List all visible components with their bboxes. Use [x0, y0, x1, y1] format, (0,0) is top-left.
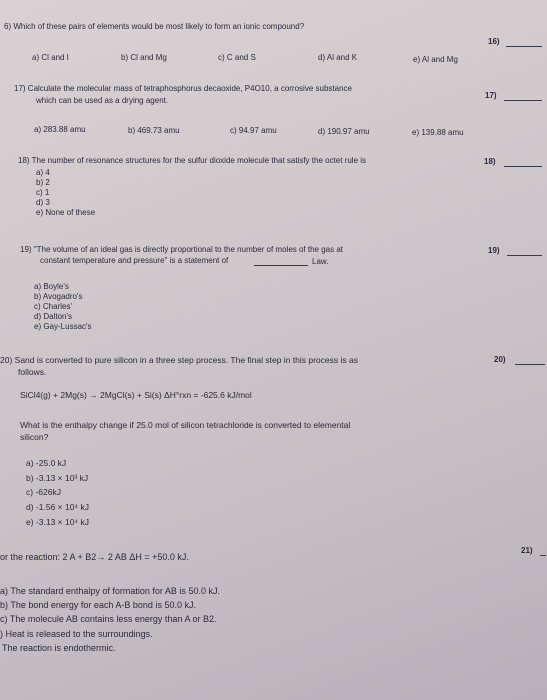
- q19-option-e: e) Gay-Lussac's: [34, 322, 92, 331]
- q20-number: 20): [494, 355, 506, 364]
- q20-option-e: e) -3.13 × 10⁴ kJ: [26, 517, 89, 527]
- q17-option-a: a) 283.88 amu: [34, 125, 86, 134]
- q20-question-line2: follows.: [18, 367, 47, 377]
- q20-question-line1: 20) Sand is converted to pure silicon in a three step process. The final step in this process is as: [0, 355, 358, 365]
- q17-option-b: b) 469.73 amu: [128, 126, 180, 135]
- q19-options: [34, 282, 92, 332]
- q20-option-b: b) -3.13 × 10³ kJ: [26, 473, 89, 483]
- q18-options: [36, 168, 95, 218]
- q20-equation: SiCl4(g) + 2Mg(s) → 2MgCl(s) + Si(s) ΔH°rxn = -625.6 kJ/mol: [20, 390, 252, 400]
- q17-option-e: e) 139.88 amu: [412, 128, 464, 137]
- q20-option-d: d) -1.56 × 10⁴ kJ: [26, 502, 89, 512]
- q19-question-line2a: constant temperature and pressure" is a statement of: [40, 256, 229, 265]
- q16-number: 16): [488, 37, 500, 46]
- q19-option-d: d) Dalton's: [34, 312, 72, 321]
- q19-question-line2b: Law.: [312, 257, 329, 266]
- q17-question-line1: 17) Calculate the molecular mass of tetraphosphorus decaoxide, P4O10, a corrosive substance: [14, 84, 352, 93]
- q16-option-e: e) Al and Mg: [413, 55, 458, 64]
- q16-option-a: a) Cl and I: [32, 53, 69, 62]
- q20-option-a: a) -25.0 kJ: [26, 458, 67, 468]
- q21-statement-a: a) The standard enthalpy of formation for AB is 50.0 kJ.: [0, 586, 220, 596]
- q18-answer-blank[interactable]: [504, 166, 542, 167]
- q21-question: or the reaction: 2 A + B2→ 2 AB ΔH = +50.0 kJ.: [0, 552, 189, 562]
- q20-answer-blank[interactable]: [515, 364, 545, 365]
- q18-option-a: a) 4: [36, 168, 50, 177]
- q20-subquestion-line1: What is the enthalpy change if 25.0 mol of silicon tetrachloride is converted to elemental: [20, 420, 351, 430]
- q19-option-a: a) Boyle's: [34, 282, 69, 291]
- q19-number: 19): [488, 246, 500, 255]
- q21-statement-c: c) The molecule AB contains less energy than A or B2.: [0, 614, 217, 624]
- q21-answer-blank[interactable]: [540, 555, 546, 556]
- q19-question-line1: 19) "The volume of an ideal gas is directly proportional to the number of moles of the gas at: [20, 245, 344, 254]
- q17-answer-blank[interactable]: [504, 100, 542, 101]
- q21-statement-d: ) Heat is released to the surroundings.: [0, 629, 153, 639]
- q18-number: 18): [484, 157, 496, 166]
- q21-number: 21): [521, 546, 533, 555]
- q17-question-line2: which can be used as a drying agent.: [36, 96, 169, 105]
- q19-option-c: c) Charles': [34, 302, 72, 311]
- q21-statement-e: The reaction is endothermic.: [2, 643, 116, 653]
- q18-question: 18) The number of resonance structures for the sulfur dioxide molecule that satisfy the octet rule is: [18, 156, 367, 165]
- q17-number: 17): [485, 91, 497, 100]
- q16-option-d: d) Al and K: [318, 53, 358, 62]
- q18-option-e: e) None of these: [36, 208, 96, 217]
- q19-inline-blank[interactable]: [254, 265, 308, 266]
- q18-option-b: b) 2: [36, 178, 50, 187]
- q19-answer-blank[interactable]: [507, 255, 542, 256]
- q20-option-c: c) -626kJ: [26, 487, 61, 497]
- q16-answer-blank[interactable]: [506, 46, 542, 47]
- q19-option-b: b) Avogadro's: [34, 292, 83, 301]
- q18-option-d: d) 3: [36, 198, 50, 207]
- q16-option-b: b) Cl and Mg: [121, 53, 167, 62]
- q21-statement-b: b) The bond energy for each A-B bond is 50.0 kJ.: [0, 600, 196, 610]
- q17-option-c: c) 94.97 amu: [230, 126, 277, 135]
- q17-option-d: d) 190.97 amu: [318, 127, 370, 136]
- q16-question: 6) Which of these pairs of elements would be most likely to form an ionic compound?: [4, 22, 305, 31]
- q18-option-c: c) 1: [36, 188, 50, 197]
- q20-subquestion-line2: silicon?: [20, 432, 49, 442]
- q16-option-c: c) C and S: [218, 53, 256, 62]
